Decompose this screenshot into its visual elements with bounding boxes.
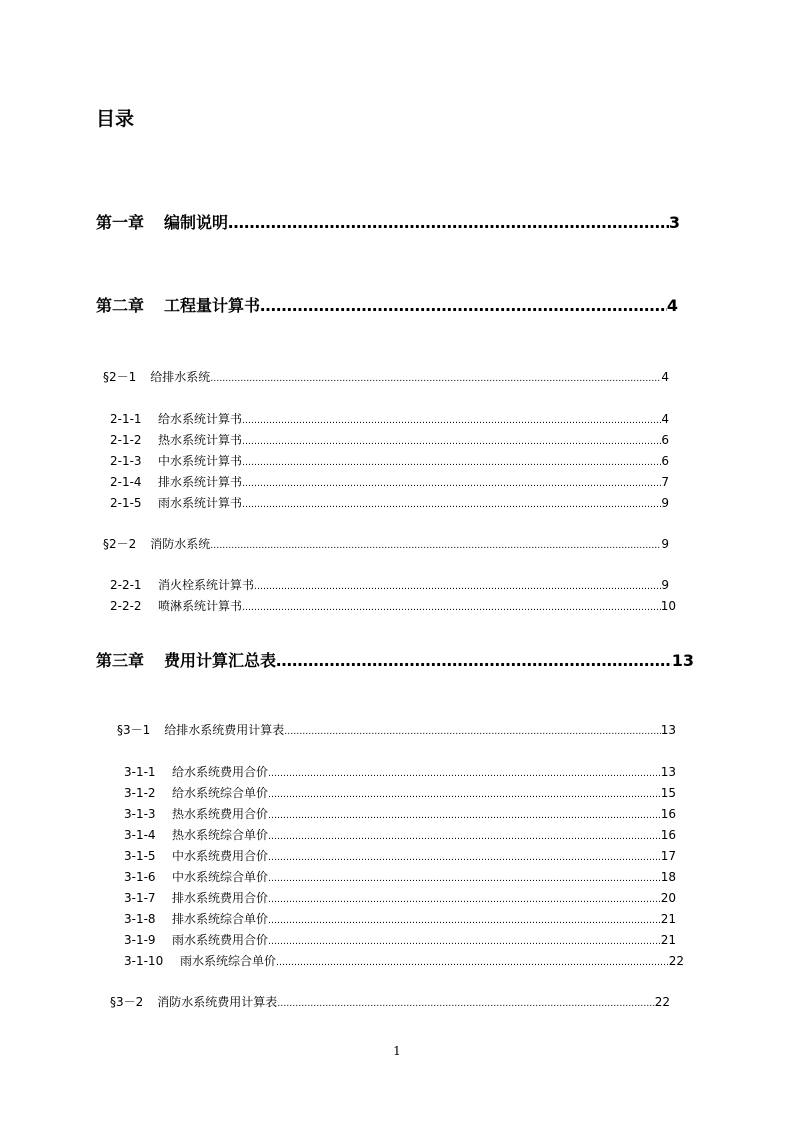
leader-dots bbox=[268, 811, 661, 821]
toc-item[interactable] bbox=[110, 410, 669, 427]
item-number: 3-1-8 bbox=[124, 912, 156, 926]
item-page: 6 bbox=[661, 433, 669, 447]
toc-item[interactable] bbox=[124, 952, 684, 969]
toc-item[interactable] bbox=[124, 805, 676, 822]
chapter-number: 第一章 bbox=[96, 213, 145, 232]
item-page: 17 bbox=[660, 849, 676, 863]
leader-dots bbox=[268, 832, 661, 842]
toc-item[interactable] bbox=[124, 847, 676, 864]
toc-item[interactable] bbox=[110, 473, 669, 490]
item-page: 7 bbox=[661, 475, 669, 489]
leader-dots bbox=[268, 790, 661, 800]
page-number: 1 bbox=[393, 1044, 401, 1058]
item-title: 排水系统费用合价 bbox=[172, 891, 269, 905]
item-page: 21 bbox=[660, 912, 676, 926]
toc-item[interactable] bbox=[124, 763, 676, 780]
toc-chapter-2[interactable] bbox=[96, 293, 678, 316]
chapter-number: 第三章 bbox=[96, 651, 145, 670]
leader-dots bbox=[242, 437, 661, 447]
toc-section-2-2[interactable] bbox=[103, 535, 669, 552]
toc-section-3-1[interactable] bbox=[117, 721, 676, 738]
toc-chapter-3[interactable] bbox=[96, 648, 694, 671]
item-title: 消火栓系统计算书 bbox=[158, 578, 255, 592]
leader-dots bbox=[242, 479, 661, 489]
leader-dots bbox=[268, 853, 661, 863]
leader-dots bbox=[268, 916, 661, 926]
section-title: 消防水系统 bbox=[150, 537, 211, 551]
item-page: 9 bbox=[661, 578, 669, 592]
item-number: 3-1-2 bbox=[124, 786, 156, 800]
item-page: 4 bbox=[661, 412, 669, 426]
toc-item[interactable] bbox=[110, 452, 669, 469]
item-page: 21 bbox=[660, 933, 676, 947]
section-number: §2－2 bbox=[103, 537, 137, 551]
item-page: 13 bbox=[660, 765, 676, 779]
section-number: §3－2 bbox=[110, 995, 144, 1009]
item-title: 热水系统综合单价 bbox=[172, 828, 269, 842]
leader-dots bbox=[276, 958, 669, 968]
section-page: 13 bbox=[660, 723, 676, 737]
leader-dots bbox=[242, 416, 661, 426]
section-number: §3－1 bbox=[117, 723, 151, 737]
item-page: 15 bbox=[660, 786, 676, 800]
leader-dots bbox=[254, 582, 661, 592]
toc-section-2-1[interactable] bbox=[103, 368, 669, 385]
chapter-title: 费用计算汇总表 bbox=[164, 651, 277, 670]
section-page: 22 bbox=[654, 995, 670, 1009]
item-number: 2-1-4 bbox=[110, 475, 142, 489]
section-page: 9 bbox=[661, 537, 669, 551]
leader-dots bbox=[228, 213, 669, 232]
toc-item[interactable] bbox=[124, 931, 676, 948]
leader-dots bbox=[210, 374, 661, 384]
item-number: 2-1-2 bbox=[110, 433, 142, 447]
item-number: 2-1-3 bbox=[110, 454, 142, 468]
item-title: 给水系统费用合价 bbox=[172, 765, 269, 779]
toc-item[interactable] bbox=[124, 889, 676, 906]
chapter-title: 工程量计算书 bbox=[164, 296, 261, 315]
leader-dots bbox=[268, 895, 661, 905]
item-title: 给水系统计算书 bbox=[158, 412, 243, 426]
toc-item[interactable] bbox=[124, 784, 676, 801]
page-title: 目录 bbox=[96, 108, 135, 130]
leader-dots bbox=[242, 458, 661, 468]
item-title: 中水系统综合单价 bbox=[172, 870, 269, 884]
item-number: 3-1-7 bbox=[124, 891, 156, 905]
toc-item[interactable] bbox=[110, 597, 676, 614]
item-title: 雨水系统计算书 bbox=[158, 496, 243, 510]
item-page: 18 bbox=[660, 870, 676, 884]
chapter-page: 3 bbox=[668, 213, 680, 232]
chapter-page: 4 bbox=[666, 296, 678, 315]
toc-item[interactable] bbox=[124, 910, 676, 927]
item-page: 10 bbox=[660, 599, 676, 613]
leader-dots bbox=[268, 937, 661, 947]
toc-item[interactable] bbox=[124, 868, 676, 885]
leader-dots bbox=[268, 769, 661, 779]
leader-dots bbox=[268, 874, 661, 884]
item-title: 排水系统综合单价 bbox=[172, 912, 269, 926]
item-title: 喷淋系统计算书 bbox=[158, 599, 243, 613]
item-number: 3-1-10 bbox=[124, 954, 164, 968]
item-page: 22 bbox=[668, 954, 684, 968]
section-title: 消防水系统费用计算表 bbox=[157, 995, 278, 1009]
toc-item[interactable] bbox=[110, 576, 669, 593]
chapter-title: 编制说明 bbox=[164, 213, 229, 232]
item-title: 热水系统计算书 bbox=[158, 433, 243, 447]
item-page: 16 bbox=[660, 828, 676, 842]
section-title: 给排水系统费用计算表 bbox=[164, 723, 285, 737]
item-title: 热水系统费用合价 bbox=[172, 807, 269, 821]
item-title: 给水系统综合单价 bbox=[172, 786, 269, 800]
leader-dots bbox=[284, 727, 660, 737]
item-number: 3-1-1 bbox=[124, 765, 156, 779]
leader-dots bbox=[242, 500, 661, 510]
item-title: 排水系统计算书 bbox=[158, 475, 243, 489]
leader-dots bbox=[277, 999, 654, 1009]
leader-dots bbox=[242, 603, 661, 613]
leader-dots bbox=[210, 541, 661, 551]
item-title: 中水系统计算书 bbox=[158, 454, 243, 468]
item-number: 2-2-2 bbox=[110, 599, 142, 613]
toc-item[interactable] bbox=[110, 494, 669, 511]
item-title: 雨水系统综合单价 bbox=[180, 954, 277, 968]
item-number: 3-1-4 bbox=[124, 828, 156, 842]
section-title: 给排水系统 bbox=[150, 370, 211, 384]
item-number: 3-1-6 bbox=[124, 870, 156, 884]
toc-item[interactable] bbox=[124, 826, 676, 843]
item-number: 3-1-9 bbox=[124, 933, 156, 947]
item-page: 9 bbox=[661, 496, 669, 510]
item-number: 2-1-1 bbox=[110, 412, 142, 426]
item-number: 3-1-5 bbox=[124, 849, 156, 863]
item-page: 6 bbox=[661, 454, 669, 468]
toc-chapter-1[interactable] bbox=[96, 210, 680, 233]
chapter-page: 13 bbox=[671, 651, 694, 670]
leader-dots bbox=[260, 296, 667, 315]
item-number: 3-1-3 bbox=[124, 807, 156, 821]
item-title: 雨水系统费用合价 bbox=[172, 933, 269, 947]
section-page: 4 bbox=[661, 370, 669, 384]
item-title: 中水系统费用合价 bbox=[172, 849, 269, 863]
item-number: 2-2-1 bbox=[110, 578, 142, 592]
toc-item[interactable] bbox=[110, 431, 669, 448]
leader-dots bbox=[276, 651, 672, 670]
item-number: 2-1-5 bbox=[110, 496, 142, 510]
item-page: 16 bbox=[660, 807, 676, 821]
chapter-number: 第二章 bbox=[96, 296, 145, 315]
section-number: §2－1 bbox=[103, 370, 137, 384]
item-page: 20 bbox=[660, 891, 676, 905]
toc-section-3-2[interactable] bbox=[110, 993, 670, 1010]
